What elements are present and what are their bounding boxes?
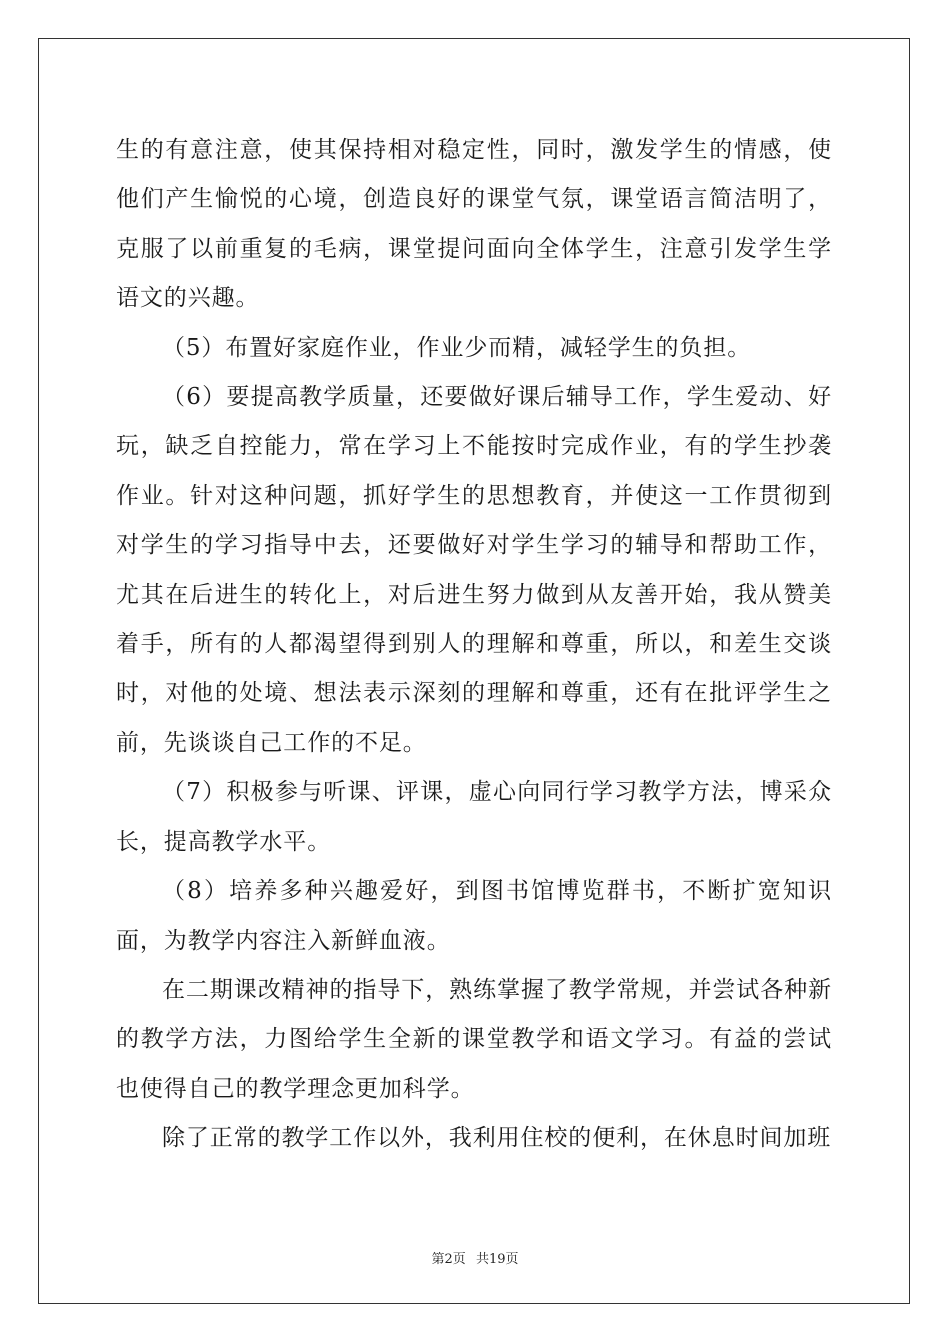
page-footer: [0, 1248, 950, 1267]
document-body: [116, 126, 832, 1164]
paragraph-1: 生的有意注意，使其保持相对稳定性，同时，激发学生的情感，使他们产生愉悦的心境，创造良好的课堂气氛，课堂语言简洁明了，克服了以前重复的毛病，课堂提问面向全体学生，注意引发学生学语文的兴趣。: [116, 137, 832, 312]
paragraph-2: （5）布置好家庭作业，作业少而精，减轻学生的负担。: [162, 334, 752, 361]
paragraph-6: 在二期课改精神的指导下，熟练掌握了教学常规，并尝试各种新的教学方法，力图给学生全新的课堂教学和语文学习。有益的尝试也使得自己的教学理念更加科学。: [116, 976, 832, 1102]
page-number: 第2页: [431, 1252, 466, 1267]
paragraph-3: （6）要提高教学质量，还要做好课后辅导工作，学生爱动、好玩，缺乏自控能力，常在学习上不能按时完成作业，有的学生抄袭作业。针对这种问题，抓好学生的思想教育，并使这一工作贯彻到对学生的学习指导中去，还要做好对学生学习的辅导和帮助工作，尤其在后进生的转化上，对后进生努力做到从友善开始，我从赞美着手，所有的人都渴望得到别人的理解和尊重，所以，和差生交谈时，对他的处境、想法表示深刻的理解和尊重，还有在批评学生之前，先谈谈自己工作的不足。: [116, 384, 832, 756]
page-total: 共19页: [475, 1252, 519, 1267]
paragraph-5: （8）培养多种兴趣爱好，到图书馆博览群书，不断扩宽知识面，为教学内容注入新鲜血液。: [116, 878, 832, 954]
paragraph-7: 除了正常的教学工作以外，我利用住校的便利，在休息时间加班: [162, 1125, 832, 1152]
paragraph-4: （7）积极参与听课、评课，虚心向同行学习教学方法，博采众长，提高教学水平。: [116, 779, 832, 855]
